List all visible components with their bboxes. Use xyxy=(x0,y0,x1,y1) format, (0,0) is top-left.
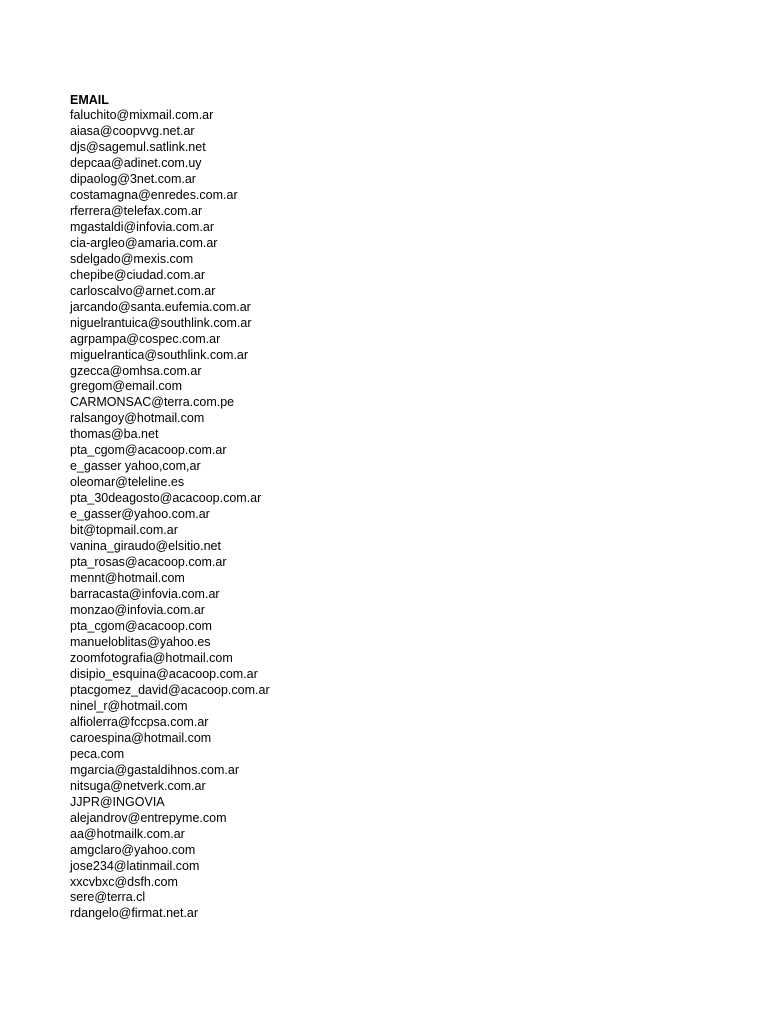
email-row: chepibe@ciudad.com.ar xyxy=(70,267,205,282)
email-row: ralsangoy@hotmail.com xyxy=(70,411,205,426)
email-row: zoomfotografia@hotmail.com xyxy=(70,650,233,665)
email-row: e_gasser yahoo,com,ar xyxy=(70,459,201,474)
email-row: gzecca@omhsa.com.ar xyxy=(70,363,202,378)
email-row: disipio_esquina@acacoop.com.ar xyxy=(70,666,258,681)
email-row: amgclaro@yahoo.com xyxy=(70,842,196,857)
email-row: peca.com xyxy=(70,746,125,761)
email-row: alfiolerra@fccpsa.com.ar xyxy=(70,714,209,729)
email-row: monzao@infovia.com.ar xyxy=(70,603,205,618)
email-row: oleomar@teleline.es xyxy=(70,475,185,490)
email-row: jarcando@santa.eufemia.com.ar xyxy=(70,299,251,314)
email-row: niguelrantuica@southlink.com.ar xyxy=(70,315,252,330)
email-row: mennt@hotmail.com xyxy=(70,571,185,586)
email-row: pta_30deagosto@acacoop.com.ar xyxy=(70,491,262,506)
email-row: agrpampa@cospec.com.ar xyxy=(70,331,221,346)
email-row: mgastaldi@infovia.com.ar xyxy=(70,219,214,234)
email-row: aa@hotmailk.com.ar xyxy=(70,826,185,841)
email-row: djs@sagemul.satlink.net xyxy=(70,139,206,154)
email-row: pta_rosas@acacoop.com.ar xyxy=(70,555,227,570)
email-row: nitsuga@netverk.com.ar xyxy=(70,778,206,793)
email-row: alejandrov@entrepyme.com xyxy=(70,810,227,825)
email-row: gregom@email.com xyxy=(70,379,183,394)
email-row: thomas@ba.net xyxy=(70,427,159,442)
email-row: manueloblitas@yahoo.es xyxy=(70,634,211,649)
email-row: cia-argleo@amaria.com.ar xyxy=(70,235,218,250)
email-row: JJPR@INGOVIA xyxy=(70,794,165,809)
email-row: aiasa@coopvvg.net.ar xyxy=(70,123,195,138)
email-column xyxy=(70,92,670,922)
email-row: pta_cgom@acacoop.com xyxy=(70,619,212,633)
email-row: caroespina@hotmail.com xyxy=(70,730,212,745)
email-row: miguelrantica@southlink.com.ar xyxy=(70,347,249,362)
email-list xyxy=(70,108,670,922)
email-row: pta_cgom@acacoop.com.ar xyxy=(70,443,227,458)
email-row: bit@topmail.com.ar xyxy=(70,523,178,538)
email-row: mgarcia@gastaldihnos.com.ar xyxy=(70,762,240,777)
email-row: rferrera@telefax.com.ar xyxy=(70,203,203,218)
email-row: faluchito@mixmail.com.ar xyxy=(70,108,214,122)
email-row: dipaolog@3net.com.ar xyxy=(70,171,196,186)
email-row: rdangelo@firmat.net.ar xyxy=(70,906,199,921)
column-header: EMAIL xyxy=(70,93,109,107)
email-row: carloscalvo@arnet.com.ar xyxy=(70,283,216,298)
email-row: sdelgado@mexis.com xyxy=(70,251,194,266)
email-row: depcaa@adinet.com.uy xyxy=(70,155,202,170)
email-row: xxcvbxc@dsfh.com xyxy=(70,874,178,889)
email-row: vanina_giraudo@elsitio.net xyxy=(70,539,221,554)
email-row: barracasta@infovia.com.ar xyxy=(70,587,220,602)
email-row: ninel_r@hotmail.com xyxy=(70,698,188,713)
email-row: sere@terra.cl xyxy=(70,890,146,905)
email-row: e_gasser@yahoo.com.ar xyxy=(70,507,210,522)
email-row: ptacgomez_david@acacoop.com.ar xyxy=(70,682,270,697)
email-row: CARMONSAC@terra.com.pe xyxy=(70,395,235,410)
email-row: jose234@latinmail.com xyxy=(70,858,200,873)
email-row: costamagna@enredes.com.ar xyxy=(70,187,238,202)
